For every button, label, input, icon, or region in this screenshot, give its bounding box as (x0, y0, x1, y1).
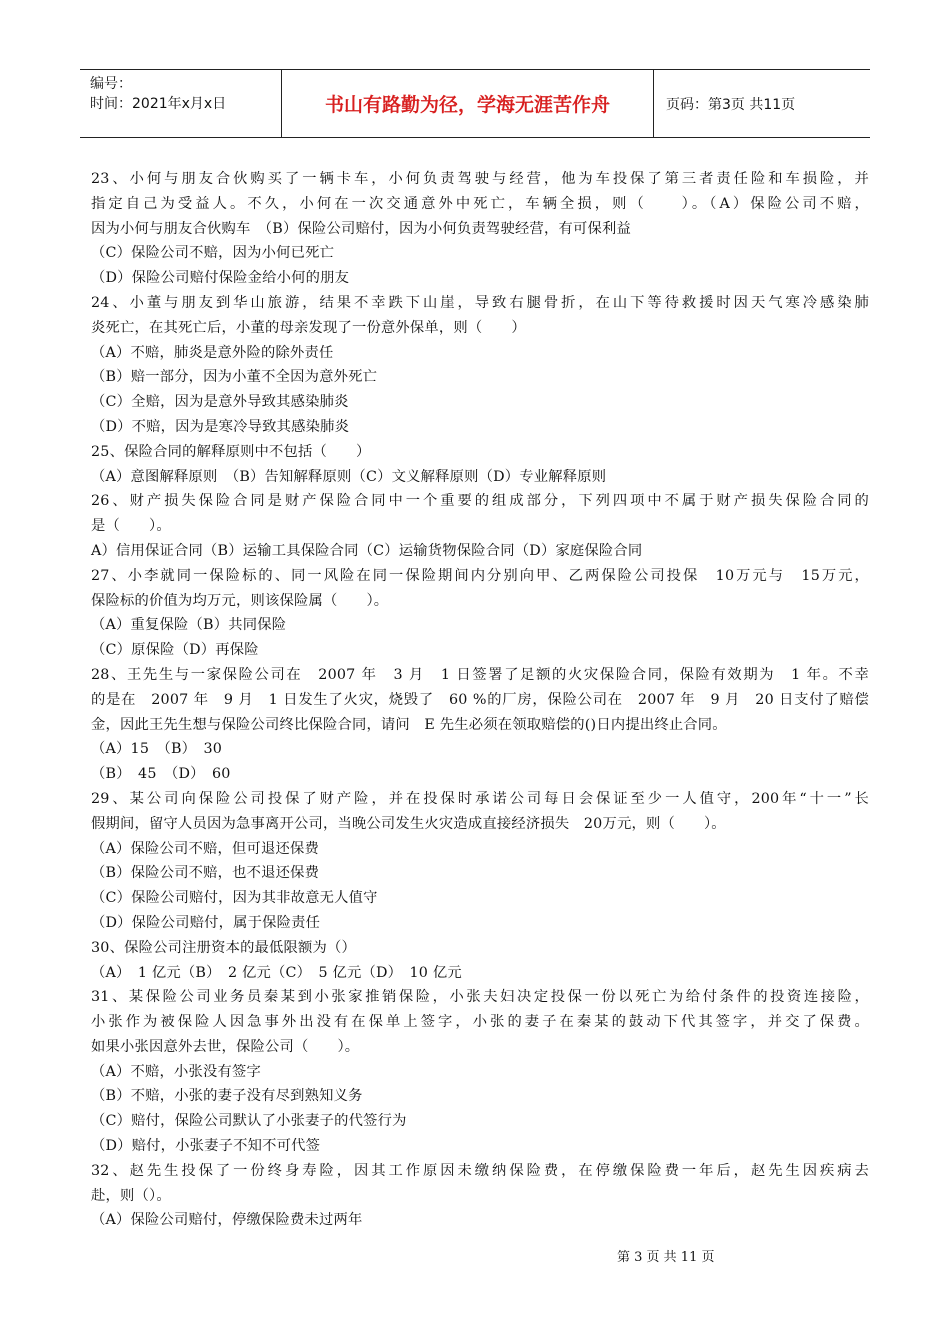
document-time-label: 时间：2021年x月x日 (90, 96, 227, 112)
text-line: （A）保险公司赔付，停缴保险费未过两年 (91, 1212, 363, 1229)
text-line: （D）保险公司赔付保险金给小何的朋友 (91, 270, 350, 287)
text-line: 保险标的价值为均万元，则该保险属（ ）。 (91, 592, 389, 609)
text-line: 指定自己为受益人。不久，小何在一次交通意外中死亡，车辆全损，则（ ）。（A）保险公司不赔， (91, 195, 869, 212)
text-line: 赴，则（）。 (91, 1187, 171, 1204)
text-line: （A）保险公司不赔，但可退还保费 (91, 840, 319, 857)
text-line: 小张作为被保险人因急事外出没有在保单上签字，小张的妻子在秦某的鼓动下代其签字，并交了保费。 (91, 1014, 869, 1031)
text-line: （D）赔付，小张妻子不知不可代签 (91, 1138, 321, 1155)
text-line: （B） 45 （D） 60 (91, 766, 231, 783)
text-line: （C）保险公司赔付，因为其非故意无人值守 (91, 890, 378, 907)
text-line: （A）意图解释原则 （B）告知解释原则（C）文义解释原则（D）专业解释原则 (91, 468, 607, 485)
text-line: （C）赔付，保险公司默认了小张妻子的代签行为 (91, 1113, 407, 1130)
text-line: 如果小张因意外去世，保险公司（ ）。 (91, 1038, 360, 1055)
text-line: A）信用保证合同（B）运输工具保险合同（C）运输货物保险合同（D）家庭保险合同 (91, 542, 643, 559)
text-line: 23、小何与朋友合伙购买了一辆卡车，小何负责驾驶与经营，他为车投保了第三者责任险和车损险，并 (91, 171, 869, 187)
text-line: （B）不赔，小张的妻子没有尽到熟知义务 (91, 1088, 363, 1105)
text-line: 30、保险公司注册资本的最低限额为（） (91, 939, 357, 956)
page-header (80, 69, 870, 138)
text-line: （A）重复保险（B）共同保险 (91, 617, 287, 634)
text-line: 因为小何与朋友合伙购车 （B）保险公司赔付，因为小何负责驾驶经营，有可保利益 (91, 220, 631, 237)
text-line: （B）赔一部分，因为小董不全因为意外死亡 (91, 369, 378, 386)
text-line: （D）保险公司赔付，属于保险责任 (91, 914, 321, 931)
text-line: 31、某保险公司业务员秦某到小张家推销保险，小张夫妇决定投保一份以死亡为给付条件的投资连接险， (91, 989, 869, 1006)
text-line: 27、小李就同一保险标的、同一风险在同一保险期间内分别向甲、乙两保险公司投保 10万元与 15万元， (91, 567, 869, 584)
text-line: 24、小董与朋友到华山旅游，结果不幸跌下山崖，导致右腿骨折，在山下等待救援时因天气寒冷感染肺 (91, 294, 869, 311)
header-page-info: 页码：第3页 共11页 (666, 96, 796, 113)
text-line: 炎死亡，在其死亡后，小董的母亲发现了一份意外保单，则（ ） (91, 319, 526, 336)
text-line: 25、保险合同的解释原则中不包括（ ） (91, 443, 371, 460)
text-line: （A） 1 亿元（B） 2 亿元（C） 5 亿元（D） 10 亿元 (91, 964, 462, 981)
text-line: （C）保险公司不赔，因为小何已死亡 (91, 245, 335, 262)
header-motto: 书山有路勤为径，学海无涯苦作舟 (282, 70, 654, 137)
text-line: 28、王先生与一家保险公司在 2007 年 3 月 1 日签署了足额的火灾保险合同，保险有效期为 1 年。不幸 (91, 666, 869, 683)
text-line: 的是在 2007 年 9 月 1 日发生了火灾，烧毁了 60 %的厂房，保险公司在 2007 年 9 月 20 日支付了赔偿 (91, 691, 869, 708)
text-line: 假期间，留守人员因为急事离开公司，当晚公司发生火灾造成直接经济损失 20万元，则（ ）。 (91, 815, 726, 832)
text-line: 26、财产损失保险合同是财产保险合同中一个重要的组成部分，下列四项中不属于财产损失保险合同的 (91, 493, 869, 510)
text-line: （A）15 （B） 30 (91, 741, 223, 758)
document-body (91, 167, 869, 1233)
header-meta (80, 70, 282, 137)
text-line: 29、某公司向保险公司投保了财产险，并在投保时承诺公司每日会保证至少一人值守，200年“十一”长 (91, 790, 869, 807)
page-footer: 第 3 页 共 11 页 (617, 1250, 715, 1265)
text-line: 32、赵先生投保了一份终身寿险，因其工作原因未缴纳保险费，在停缴保险费一年后，赵先生因疾病去 (91, 1162, 869, 1179)
text-line: （D）不赔，因为是寒冷导致其感染肺炎 (91, 418, 350, 435)
text-line: 是（ ）。 (91, 518, 171, 535)
text-line: （A）不赔，小张没有签字 (91, 1063, 261, 1080)
text-line: （C）原保险（D）再保险 (91, 642, 259, 659)
text-line: 金，因此王先生想与保险公司终比保险合同，请问 E 先生必须在领取赔偿的()日内提出终止合同。 (91, 716, 727, 733)
text-line: （A）不赔，肺炎是意外险的除外责任 (91, 344, 334, 361)
text-line: （C）全赔，因为是意外导致其感染肺炎 (91, 394, 349, 411)
text-line: （B）保险公司不赔，也不退还保费 (91, 865, 320, 882)
document-number-label: 编号： (90, 76, 132, 92)
